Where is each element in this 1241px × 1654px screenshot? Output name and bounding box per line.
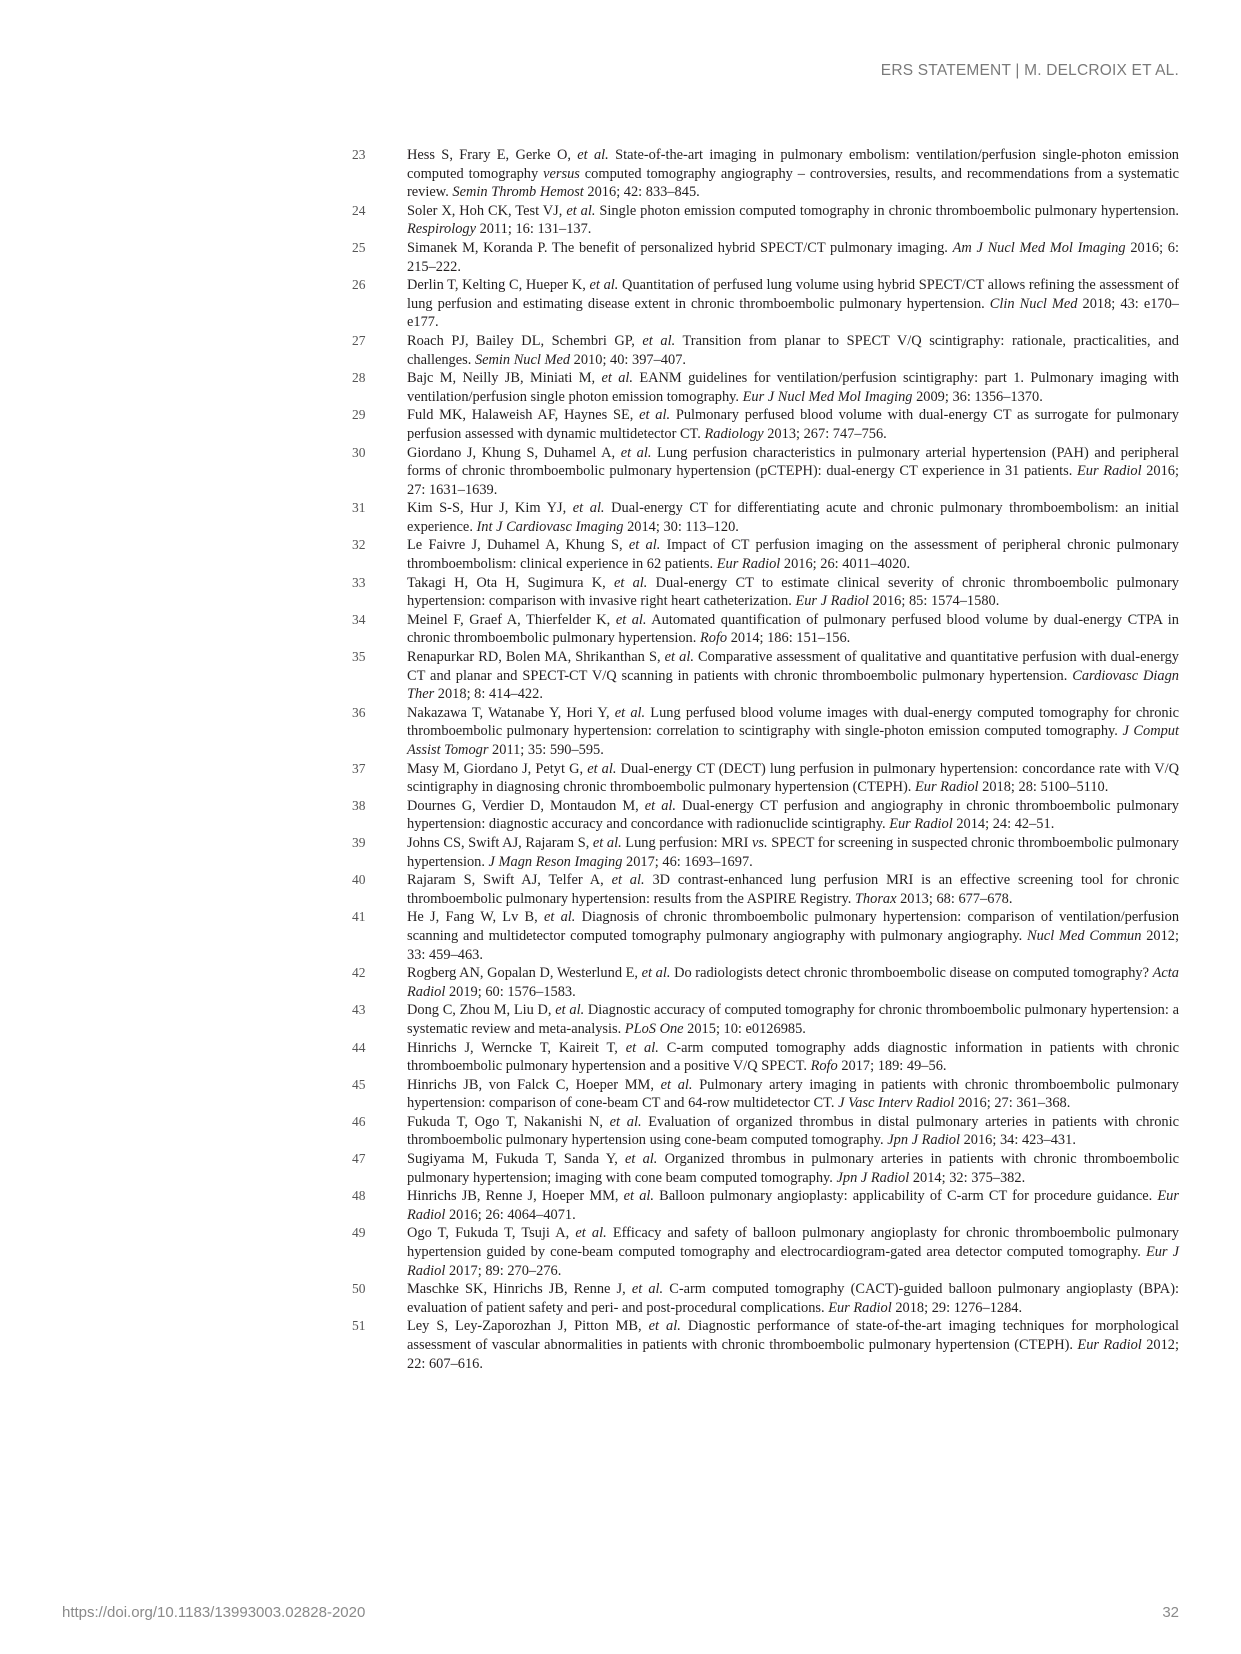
reference-item — [352, 239, 1179, 276]
reference-text-run: Nakazawa T, Watanabe Y, Hori Y, — [407, 704, 615, 721]
reference-item — [352, 797, 1179, 834]
reference-italic-text: Eur Radiol — [1077, 1337, 1142, 1353]
reference-text-run: 2016; 6: 215–222. — [407, 239, 1180, 275]
reference-item — [352, 1076, 1179, 1113]
reference-text-run: 2017; 89: 270–276. — [445, 1262, 562, 1279]
reference-italic-text: Semin Thromb Hemost — [452, 184, 584, 201]
reference-italic-text: et al. — [639, 407, 671, 424]
reference-text-run: Renapurkar RD, Bolen MA, Shrikanthan S, — [407, 649, 665, 666]
reference-text-run: 3D contrast-enhanced lung perfusion MRI is an effective screening tool for chronic thromboembolic pulmonary hypertension: results from the ASPIRE Registry. — [407, 872, 1179, 907]
reference-item — [352, 1317, 1179, 1373]
reference-text-run: 2017; 189: 49–56. — [837, 1058, 947, 1075]
reference-italic-text: PLoS One — [624, 1020, 684, 1037]
reference-text-run: 2011; 16: 131–137. — [476, 221, 592, 238]
reference-italic-text: et al. — [648, 1318, 681, 1335]
reference-number: 25 — [352, 239, 366, 255]
reference-item — [352, 406, 1179, 443]
reference-number: 48 — [352, 1188, 366, 1204]
reference-italic-text: J Comput Assist Tomogr — [407, 723, 1179, 758]
reference-number: 24 — [352, 202, 366, 218]
reference-text-run: Lung perfusion: MRI — [621, 834, 752, 851]
reference-text-run: Meinel F, Graef A, Thierfelder K, — [407, 611, 616, 628]
reference-italic-text: et al. — [555, 1002, 585, 1019]
reference-italic-text: et al. — [642, 332, 676, 349]
reference-text-run: computed tomography angiography – controversies, results, and recommendations from a systematic review. — [407, 165, 1179, 201]
reference-italic-text: Semin Nucl Med — [474, 351, 571, 368]
reference-item — [352, 369, 1179, 406]
reference-text-run: 2010; 40: 397–407. — [570, 351, 686, 368]
reference-text-run: Evaluation of organized thrombus in distal pulmonary arteries in patients with chronic thromboembolic pulmonary hypertension using cone-beam computed tomography. — [407, 1113, 1179, 1149]
reference-italic-text: versus — [543, 165, 580, 182]
reference-text-run: Pulmonary artery imaging in patients with chronic thromboembolic pulmonary hypertension: comparison of cone-beam CT and 64-row multidetector CT. — [407, 1076, 1179, 1112]
reference-number: 38 — [352, 797, 366, 813]
reference-text-run: Roach PJ, Bailey DL, Schembri GP, — [407, 332, 643, 349]
reference-number: 42 — [352, 965, 366, 981]
reference-italic-text: Am J Nucl Med Mol Imaging — [952, 239, 1126, 256]
reference-text-run: 2013; 68: 677–678. — [896, 890, 1013, 907]
reference-italic-text: Rofo — [699, 630, 728, 647]
reference-text-run: 2016; 26: 4064–4071. — [445, 1206, 576, 1223]
reference-italic-text: Cardiovasc Diagn Ther — [407, 667, 1179, 703]
reference-italic-text: Eur J Radiol — [407, 1244, 1179, 1279]
reference-item — [352, 834, 1179, 871]
reference-text-run: Simanek M, Koranda P. The benefit of personalized hybrid SPECT/CT pulmonary imaging. — [407, 239, 953, 256]
reference-text — [407, 648, 1179, 704]
reference-text-run: 2017; 46: 1693–1697. — [622, 853, 753, 870]
page-number: 32 — [1162, 1604, 1179, 1621]
reference-text-run: Fuld MK, Halaweish AF, Haynes SE, — [407, 407, 640, 424]
reference-item — [352, 1187, 1179, 1224]
reference-text-run: Diagnostic performance of state-of-the-art imaging techniques for morphological assessment of vascular abnormalities in patients with chronic thromboembolic pulmonary hypertension (CTEPH). — [407, 1318, 1179, 1353]
reference-item — [352, 908, 1179, 964]
reference-number: 28 — [352, 370, 366, 386]
reference-text-run: EANM guidelines for ventilation/perfusion scintigraphy: part 1. Pulmonary imaging with ventilation/perfusion single photon emission tomography. — [407, 370, 1179, 405]
reference-text-run: 2014; 30: 113–120. — [623, 518, 739, 535]
reference-text-run: Fukuda T, Ogo T, Nakanishi N, — [407, 1113, 610, 1130]
reference-item — [352, 444, 1179, 500]
reference-italic-text: et al. — [631, 1281, 664, 1298]
reference-italic-text: et al. — [566, 202, 596, 219]
reference-number: 36 — [352, 704, 366, 720]
reference-text-run: Hess S, Frary E, Gerke O, — [407, 147, 578, 163]
reference-number: 33 — [352, 574, 366, 590]
reference-text-run: 2016; 27: 1631–1639. — [407, 463, 1179, 498]
reference-number: 26 — [352, 277, 366, 293]
reference-text-run: Dual-energy CT (DECT) lung perfusion in pulmonary hypertension: concordance rate with V/Q scintigraphy in diagnosing chronic thromboembolic pulmonary hypertension (CTEPH). — [407, 760, 1179, 796]
reference-italic-text: Jpn J Radiol — [836, 1169, 910, 1186]
reference-text-run: Hinrichs JB, von Falck C, Hoeper MM, — [407, 1076, 661, 1093]
reference-italic-text: Acta Radiol — [407, 965, 1179, 1000]
reference-italic-text: J Magn Reson Imaging — [488, 853, 623, 870]
running-header: ERS STATEMENT | M. DELCROIX ET AL. — [880, 62, 1179, 79]
reference-text — [407, 574, 1179, 611]
reference-text — [407, 499, 1179, 536]
reference-italic-text: et al. — [611, 872, 645, 889]
reference-text-run: Efficacy and safety of balloon pulmonary angioplasty for chronic thromboembolic pulmonary hypertension guided by cone-beam computed tomography and electrocardiogram-gated area detector computed tomography. — [407, 1225, 1179, 1261]
reference-text-run: Dournes G, Verdier D, Montaudon M, — [407, 797, 645, 814]
reference-italic-text: Eur Radiol — [914, 779, 979, 796]
reference-number: 50 — [352, 1281, 366, 1297]
reference-item — [352, 146, 1179, 202]
reference-item — [352, 760, 1179, 797]
reference-text — [407, 146, 1179, 202]
reference-italic-text: et al. — [543, 909, 576, 926]
reference-text-run: State-of-the-art imaging in pulmonary embolism: ventilation/perfusion single-photon emission computed tomography — [407, 147, 1179, 182]
reference-text-run: 2011; 35: 590–595. — [488, 742, 604, 758]
reference-text-run: Takagi H, Ota H, Sugimura K, — [407, 574, 614, 591]
reference-text-run: Johns CS, Swift AJ, Rajaram S, — [407, 834, 593, 851]
reference-text-run: Comparative assessment of qualitative and quantitative perfusion with dual-energy CT and planar and SPECT-CT V/Q scanning in patients with chronic thromboembolic pulmonary hypertension. — [407, 649, 1179, 684]
reference-number: 43 — [352, 1002, 366, 1018]
reference-text-run: Pulmonary perfused blood volume with dual-energy CT as surrogate for pulmonary perfusion assessed with dynamic multidetector CT. — [407, 407, 1179, 442]
reference-italic-text: et al. — [614, 704, 646, 721]
reference-text-run: Le Faivre J, Duhamel A, Khung S, — [407, 537, 629, 554]
reference-italic-text: et al. — [628, 537, 661, 554]
reference-italic-text: et al. — [660, 1076, 693, 1093]
reference-text — [407, 332, 1179, 369]
reference-text — [407, 908, 1179, 964]
reference-text — [407, 1280, 1179, 1317]
reference-text — [407, 239, 1179, 276]
reference-number: 51 — [352, 1318, 366, 1334]
reference-number: 44 — [352, 1039, 366, 1055]
reference-italic-text: Respirology — [407, 221, 477, 238]
reference-text-run: 2018; 28: 5100–5110. — [978, 779, 1109, 796]
reference-text — [407, 202, 1179, 239]
reference-number: 49 — [352, 1225, 366, 1241]
reference-text-run: 2012; 33: 459–463. — [407, 927, 1179, 963]
reference-item — [352, 1039, 1179, 1076]
reference-text-run: Soler X, Hoh CK, Test VJ, — [407, 202, 567, 219]
reference-text-run: 2013; 267: 747–756. — [763, 425, 887, 442]
reference-italic-text: et al. — [587, 760, 617, 777]
reference-text — [407, 611, 1179, 648]
reference-italic-text: et al. — [641, 965, 671, 982]
reference-text — [407, 369, 1179, 406]
reference-text — [407, 834, 1179, 871]
reference-italic-text: et al. — [572, 500, 605, 517]
reference-number: 40 — [352, 872, 366, 888]
reference-text-run: 2018; 43: e170–e177. — [407, 295, 1179, 331]
reference-text — [407, 1039, 1179, 1076]
reference-text-run: SPECT for screening in suspected chronic thromboembolic pulmonary hypertension. — [407, 834, 1179, 870]
reference-text — [407, 964, 1179, 1001]
reference-item — [352, 871, 1179, 908]
reference-number: 35 — [352, 649, 366, 665]
reference-text-run: 2014; 24: 42–51. — [952, 816, 1055, 833]
reference-item — [352, 964, 1179, 1001]
reference-text — [407, 536, 1179, 573]
doi-link[interactable]: https://doi.org/10.1183/13993003.02828-2020 — [62, 1604, 366, 1621]
reference-text-run: Dual-energy CT to estimate clinical severity of chronic thromboembolic pulmonary hypertension: comparison with invasive right heart catheterization. — [407, 574, 1179, 610]
reference-text — [407, 760, 1179, 797]
reference-italic-text: Radiology — [704, 425, 764, 442]
reference-text — [407, 444, 1179, 500]
reference-text-run: 2016; 26: 4011–4020. — [780, 556, 911, 573]
reference-number: 37 — [352, 760, 366, 776]
reference-text-run: Dual-energy CT for differentiating acute and chronic pulmonary thromboembolism: an initial experience. — [407, 500, 1179, 535]
reference-item — [352, 332, 1179, 369]
reference-text-run: 2012; 22: 607–616. — [407, 1337, 1179, 1372]
reference-italic-text: et al. — [609, 1113, 642, 1130]
reference-item — [352, 1224, 1179, 1280]
reference-italic-text: Eur J Radiol — [795, 593, 869, 610]
reference-italic-text: J Vasc Interv Radiol — [838, 1095, 955, 1112]
reference-number: 23 — [352, 147, 366, 162]
reference-text-run: Balloon pulmonary angioplasty: applicability of C-arm CT for procedure guidance. — [653, 1188, 1158, 1205]
reference-text-run: Diagnostic accuracy of computed tomography for chronic thromboembolic pulmonary hypertension: a systematic review and meta-analysis. — [407, 1002, 1179, 1037]
reference-text-run: 2019; 60: 1576–1583. — [445, 983, 576, 1000]
reference-italic-text: Eur Radiol — [828, 1299, 892, 1316]
reference-text — [407, 1150, 1179, 1187]
reference-italic-text: et al. — [575, 1225, 607, 1242]
reference-text-run: Derlin T, Kelting C, Hueper K, — [407, 277, 590, 294]
reference-item — [352, 499, 1179, 536]
reference-text-run: Rajaram S, Swift AJ, Telfer A, — [407, 872, 612, 889]
reference-italic-text: et al. — [644, 797, 677, 814]
reference-text-run: Impact of CT perfusion imaging on the assessment of peripheral chronic pulmonary thromboembolism: clinical experience in 62 patients. — [407, 537, 1179, 573]
reference-text-run: 2014; 32: 375–382. — [909, 1169, 1026, 1186]
reference-item — [352, 704, 1179, 760]
reference-item — [352, 1150, 1179, 1187]
reference-number: 32 — [352, 537, 366, 553]
reference-text-run: Ley S, Ley-Zaporozhan J, Pitton MB, — [407, 1318, 649, 1335]
reference-text — [407, 1001, 1179, 1038]
reference-number: 29 — [352, 407, 366, 423]
reference-italic-text: Eur Radiol — [716, 556, 781, 573]
reference-italic-text: Eur Radiol — [407, 1188, 1179, 1223]
reference-italic-text: et al. — [615, 611, 647, 628]
reference-italic-text: Nucl Med Commun — [1027, 927, 1142, 944]
reference-italic-text: et al. — [589, 277, 619, 294]
reference-text-run: Hinrichs JB, Renne J, Hoeper MM, — [407, 1188, 624, 1205]
reference-number: 45 — [352, 1076, 366, 1092]
reference-italic-text: Int J Cardiovasc Imaging — [476, 518, 624, 535]
reference-italic-text: Thorax — [854, 890, 897, 907]
reference-text-run: Sugiyama M, Fukuda T, Sanda Y, — [407, 1151, 626, 1168]
reference-text-run: C-arm computed tomography adds diagnostic information in patients with chronic thromboembolic pulmonary hypertension and a positive V/Q SPECT. — [407, 1039, 1179, 1075]
reference-item — [352, 276, 1179, 332]
reference-item — [352, 1001, 1179, 1038]
reference-italic-text: Rofo — [810, 1058, 838, 1075]
reference-text-run: 2015; 10: e0126985. — [683, 1020, 806, 1037]
reference-text-run: 2009; 36: 1356–1370. — [912, 388, 1043, 405]
reference-text — [407, 797, 1179, 834]
reference-text-run: Ogo T, Fukuda T, Tsuji A, — [407, 1225, 576, 1242]
reference-text-run: Masy M, Giordano J, Petyt G, — [407, 760, 588, 777]
reference-item — [352, 536, 1179, 573]
reference-text-run: He J, Fang W, Lv B, — [407, 909, 544, 926]
reference-item — [352, 1280, 1179, 1317]
reference-italic-text: Jpn J Radiol — [887, 1132, 960, 1149]
reference-text-run: Hinrichs J, Werncke T, Kaireit T, — [407, 1039, 626, 1056]
reference-text-run: Transition from planar to SPECT V/Q scintigraphy: rationale, practicalities, and challenges. — [407, 332, 1179, 368]
reference-italic-text: Eur J Nucl Med Mol Imaging — [742, 388, 913, 405]
reference-number: 30 — [352, 444, 366, 460]
reference-text-run: 2018; 29: 1276–1284. — [891, 1299, 1023, 1316]
reference-number: 46 — [352, 1113, 366, 1129]
reference-item — [352, 1113, 1179, 1150]
reference-text — [407, 406, 1179, 443]
reference-italic-text: Clin Nucl Med — [989, 295, 1078, 312]
reference-text — [407, 1187, 1179, 1224]
reference-list — [352, 146, 1179, 1373]
reference-text-run: Do radiologists detect chronic thromboembolic disease on computed tomography? — [670, 965, 1153, 982]
reference-italic-text: et al. — [577, 147, 609, 163]
reference-text-run: 2016; 34: 423–431. — [959, 1132, 1076, 1149]
reference-text — [407, 704, 1179, 760]
reference-text-run: Quantitation of perfused lung volume using hybrid SPECT/CT allows refining the assessment of lung perfusion and estimating disease extent in chronic thromboembolic pulmonary hypertension. — [407, 277, 1179, 312]
reference-italic-text: et al. — [625, 1151, 658, 1168]
reference-item — [352, 611, 1179, 648]
reference-text-run: Giordano J, Khung S, Duhamel A, — [407, 444, 621, 461]
reference-text — [407, 1076, 1179, 1113]
reference-text-run: Dual-energy CT perfusion and angiography in chronic thromboembolic pulmonary hypertension: diagnostic accuracy and concordance with radionuclide scintigraphy. — [407, 797, 1179, 833]
reference-number: 34 — [352, 611, 366, 627]
reference-italic-text: et al. — [613, 574, 648, 591]
reference-italic-text: et al. — [664, 649, 694, 666]
reference-item — [352, 574, 1179, 611]
reference-text-run: Automated quantification of pulmonary perfused blood volume by dual-energy CTPA in chronic thromboembolic pulmonary hypertension. — [407, 611, 1179, 647]
reference-italic-text: et al. — [592, 834, 622, 851]
reference-item — [352, 202, 1179, 239]
reference-italic-text: et al. — [620, 444, 652, 461]
reference-text-run: 2016; 27: 361–368. — [954, 1095, 1071, 1112]
reference-italic-text: Eur Radiol — [889, 816, 953, 833]
reference-text-run: Lung perfusion characteristics in pulmonary arterial hypertension (PAH) and peripheral forms of chronic thromboembolic pulmonary hypertension (pCTEPH): dual-energy CT experience in 31 patients. — [407, 444, 1179, 480]
reference-text-run: Organized thrombus in pulmonary arteries in patients with chronic thromboembolic pulmonary hypertension; imaging with cone beam computed tomography. — [407, 1151, 1179, 1186]
reference-italic-text: et al. — [625, 1039, 659, 1056]
reference-number: 47 — [352, 1151, 366, 1167]
reference-text-run: Dong C, Zhou M, Liu D, — [407, 1002, 556, 1019]
reference-text-run: 2016; 85: 1574–1580. — [868, 593, 1000, 610]
reference-text-run: Lung perfused blood volume images with dual-energy computed tomography for chronic thromboembolic pulmonary hypertension: correlation to scintigraphy with single-photon emission computed tomography. — [407, 704, 1179, 740]
reference-text — [407, 1224, 1179, 1280]
reference-text-run: 2016; 42: 833–845. — [583, 184, 700, 201]
reference-text-run: Diagnosis of chronic thromboembolic pulmonary hypertension: comparison of ventilation/perfusion scanning and multidetector computed tomography pulmonary angiography with pulmonary angiography. — [407, 909, 1180, 944]
reference-text-run: Maschke SK, Hinrichs JB, Renne J, — [407, 1281, 632, 1298]
reference-text-run: Single photon emission computed tomography in chronic thromboembolic pulmonary hypertension. — [595, 202, 1179, 219]
reference-text-run: Bajc M, Neilly JB, Miniati M, — [407, 370, 602, 387]
reference-item — [352, 648, 1179, 704]
reference-italic-text: et al. — [623, 1188, 654, 1205]
reference-text — [407, 276, 1179, 332]
reference-text — [407, 1113, 1179, 1150]
reference-text — [407, 1317, 1179, 1373]
reference-text-run: 2018; 8: 414–422. — [434, 686, 543, 703]
reference-italic-text: et al. — [601, 370, 633, 387]
reference-number: 41 — [352, 909, 366, 925]
reference-text — [407, 871, 1179, 908]
reference-text-run: C-arm computed tomography (CACT)-guided balloon pulmonary angioplasty (BPA): evaluation of patient safety and peri- and post-procedural complications. — [407, 1281, 1179, 1316]
reference-italic-text: vs. — [752, 834, 768, 851]
reference-number: 27 — [352, 332, 366, 348]
reference-number: 39 — [352, 834, 366, 850]
reference-text-run: Rogberg AN, Gopalan D, Westerlund E, — [407, 965, 642, 982]
reference-text-run: Kim S-S, Hur J, Kim YJ, — [407, 500, 573, 517]
reference-italic-text: Eur Radiol — [1076, 463, 1142, 480]
reference-text-run: 2014; 186: 151–156. — [727, 630, 851, 647]
reference-number: 31 — [352, 500, 366, 516]
